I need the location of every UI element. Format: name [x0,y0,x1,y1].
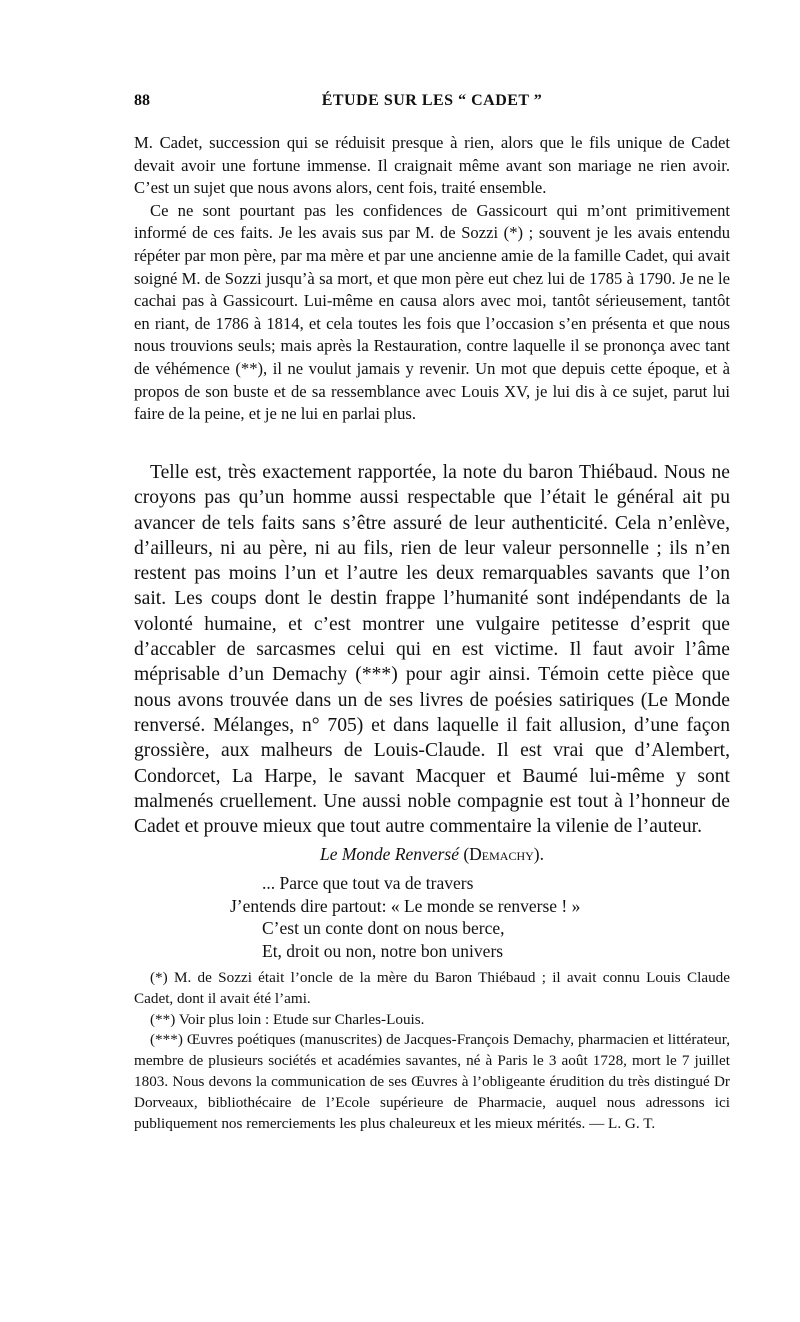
poem-title [134,844,730,865]
poem-line: ... Parce que tout va de travers [262,873,474,893]
footnote-3: (***) Œuvres poétiques (manuscrites) de Jacques-François Demachy, pharmacien et littérateur, membre de plusieurs sociétés et académies savantes, né à Paris le 3 août 1728, mort le 7 juillet 1803. Nous devons la communication de ses Œuvres à l’obligeante érudition du très distingué Dr Dorveaux, bibliothécaire de l’Ecole supérieure de Pharmacie, auquel nous adressons ici publiquement nos remerciements les plus chaleureux et les mieux mérités. — L. G. T. [134,1031,730,1132]
main-paragraph: Telle est, très exactement rapportée, la note du baron Thiébaud. Nous ne croyons pas qu’un homme aussi respectable que l’était le général ait pu avancer de tels faits sans s’être assuré de leur authenticité. Cela n’enlève, d’ailleurs, ni au père, ni au fils, rien de leur valeur personnelle ; ils n’en restent pas moins l’un et l’autre les deux remarquables savants que l’on sait. Les coups dont le destin frappe l’humanité sont indépendants de la volonté humaine, et c’est montrer une vulgaire petitesse d’esprit que d’accabler de sarcasmes celui qui en est victime. Il faut avoir l’âme méprisable d’un Demachy (***) pour agir ainsi. Témoin cette pièce que nous avons trouvée dans un de ses livres de poésies satiriques (Le Monde renversé. Mélanges, n° 705) et dans laquelle il fait allusion, d’une façon grossière, aux malheurs de Louis-Claude. Il est vrai que d’Alembert, Condorcet, La Harpe, le savant Macquer et Baumé lui-même y sont malmenés cruellement. Une aussi noble compagnie est tout à l’honneur de Cadet et prouve mieux que tout autre commentaire la vilenie de l’auteur. [134,462,730,838]
quoted-paragraph-2: Ce ne sont pourtant pas les confidences de Gassicourt qui m’ont primitivement informé de ces faits. Je les avais sus par M. de Sozzi (*) ; souvent je les avais entendu répéter par mon père, par ma mère et par une ancienne amie de la famille Cadet, qui avait soigné M. de Sozzi jusqu’à sa mort, et que mon père eut chez lui de 1785 à 1790. Je ne le cachai pas à Gassicourt. Lui-même en causa alors avec moi, tantôt sérieusement, tantôt en riant, de 1786 à 1814, et cela toutes les fois que l’occasion s’en présenta et que nous nous trouvions seuls; mais après la Restauration, contre laquelle il se prononça avec tant de véhémence (**), il ne voulut jamais y revenir. Un mot que depuis cette époque, et à propos de son buste et de sa ressemblance avec Louis XV, je lui dis à ce sujet, parut lui faire de la peine, et je ne lui en parlai plus. [134,200,730,424]
poem-line: Et, droit ou non, notre bon univers [262,940,504,961]
page-number: 88 [134,92,150,109]
footnote-2: (**) Voir plus loin : Etude sur Charles-Louis. [150,1010,425,1028]
footnotes [134,968,730,1134]
poem-title-text: Le Monde Renversé [319,844,459,864]
poem-excerpt [230,872,690,962]
page-header [134,92,730,120]
poem-author: (Demachy). [463,844,545,864]
running-title: ÉTUDE SUR LES “ CADET ” [321,92,543,109]
poem-line: C’est un conte dont on nous berce, [262,918,505,938]
main-text [134,460,730,839]
poem-line: J’entends dire partout: « Le monde se renverse ! » [230,895,581,916]
quoted-note [134,132,730,426]
quoted-paragraph-1: M. Cadet, succession qui se réduisit presque à rien, alors que le fils unique de Cadet devait avoir une fortune immense. Il craignait même avant son mariage ne rien avoir. C’est un sujet que nous avons alors, cent fois, traité ensemble. [134,133,730,198]
footnote-1: (*) M. de Sozzi était l’oncle de la mère du Baron Thiébaud ; il avait connu Louis Claude Cadet, dont il avait été l’ami. [134,969,730,1007]
